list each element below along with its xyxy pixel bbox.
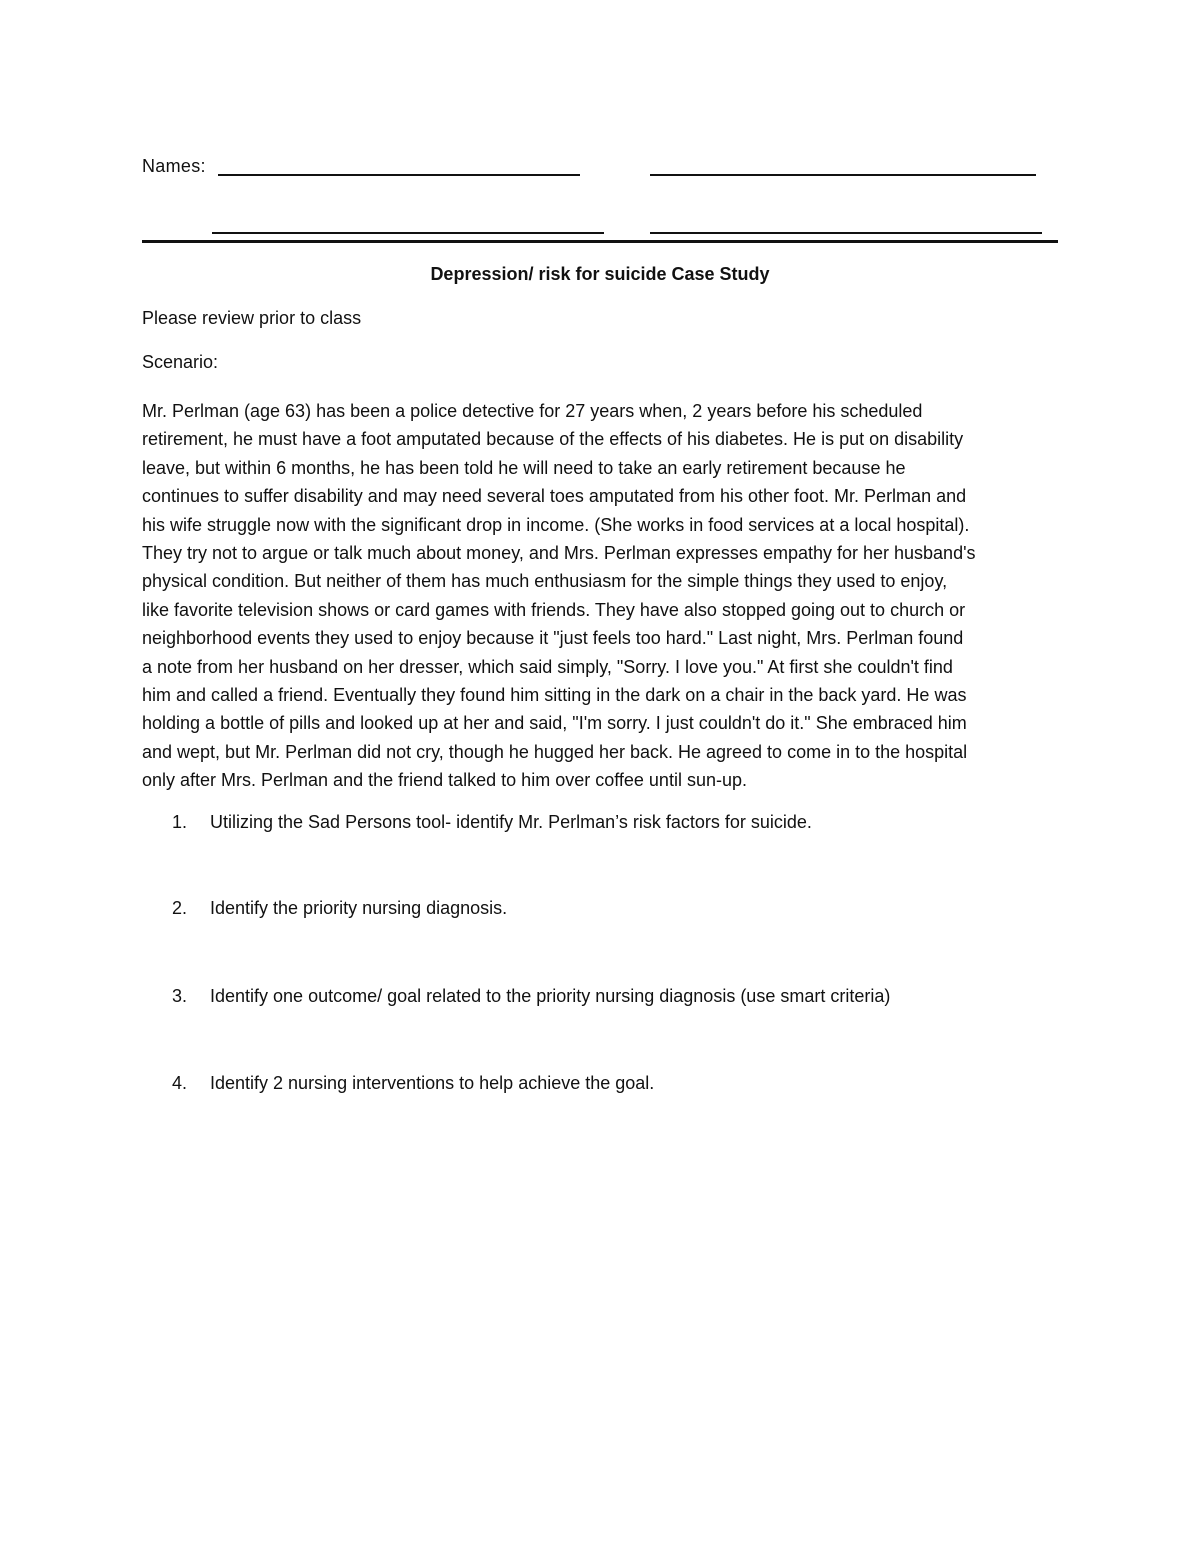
question-number: 4. bbox=[172, 1073, 188, 1093]
name-blank-4 bbox=[650, 232, 1042, 234]
scenario-line: leave, but within 6 months, he has been told he will need to take an early retirement because he bbox=[142, 457, 906, 478]
scenario-line: They try not to argue or talk much about money, and Mrs. Perlman expresses empathy for her husband's bbox=[142, 543, 976, 564]
question-item bbox=[172, 812, 812, 833]
scenario-line: a note from her husband on her dresser, which said simply, "Sorry. I love you." At first she couldn't find bbox=[142, 656, 953, 677]
scenario-line: physical condition. But neither of them has much enthusiasm for the simple things they used to enjoy, bbox=[142, 571, 948, 592]
question-number: 1. bbox=[172, 812, 188, 832]
scenario-line: him and called a friend. Eventually they found him sitting in the dark on a chair in the back yard. He was bbox=[142, 685, 967, 706]
question-item bbox=[172, 898, 507, 919]
scenario-line: his wife struggle now with the significant drop in income. (She works in food services at a local hospital). bbox=[142, 514, 970, 535]
scenario-paragraph bbox=[142, 397, 1058, 795]
name-blank-1 bbox=[218, 174, 580, 176]
document-title: Depression/ risk for suicide Case Study bbox=[430, 264, 770, 284]
name-blank-2 bbox=[650, 174, 1036, 176]
question-item bbox=[172, 1073, 654, 1094]
scenario-line: like favorite television shows or card games with friends. They have also stopped going out to church or bbox=[142, 599, 966, 620]
scenario-line: only after Mrs. Perlman and the friend talked to him over coffee until sun-up. bbox=[142, 770, 747, 791]
scenario-line: neighborhood events they used to enjoy because it "just feels too hard." Last night, Mrs. Perlman found bbox=[142, 628, 964, 649]
question-item bbox=[172, 986, 890, 1007]
scenario-label: Scenario: bbox=[142, 352, 219, 372]
question-text: Identify one outcome/ goal related to the priority nursing diagnosis (use smart criteria) bbox=[210, 986, 891, 1006]
name-blank-3 bbox=[212, 232, 604, 234]
scenario-line: Mr. Perlman (age 63) has been a police detective for 27 years when, 2 years before his scheduled bbox=[142, 401, 923, 421]
instruction-text: Please review prior to class bbox=[142, 308, 362, 328]
scenario-line: holding a bottle of pills and looked up at her and said, "I'm sorry. I just couldn't do it." She embraced him bbox=[142, 713, 967, 734]
question-number: 3. bbox=[172, 986, 188, 1006]
header-divider bbox=[142, 240, 1058, 243]
scenario-line: and wept, but Mr. Perlman did not cry, though he hugged her back. He agreed to come in to the hospital bbox=[142, 741, 968, 762]
question-number: 2. bbox=[172, 898, 188, 918]
question-text: Identify the priority nursing diagnosis. bbox=[210, 898, 508, 918]
scenario-line: retirement, he must have a foot amputated because of the effects of his diabetes. He is put on disability bbox=[142, 429, 964, 450]
scenario-line: continues to suffer disability and may need several toes amputated from his other foot. Mr. Perlman and bbox=[142, 486, 967, 507]
question-text: Identify 2 nursing interventions to help achieve the goal. bbox=[210, 1073, 655, 1093]
names-label: Names: bbox=[142, 156, 206, 176]
question-text: Utilizing the Sad Persons tool- identify Mr. Perlman’s risk factors for suicide. bbox=[210, 812, 812, 832]
